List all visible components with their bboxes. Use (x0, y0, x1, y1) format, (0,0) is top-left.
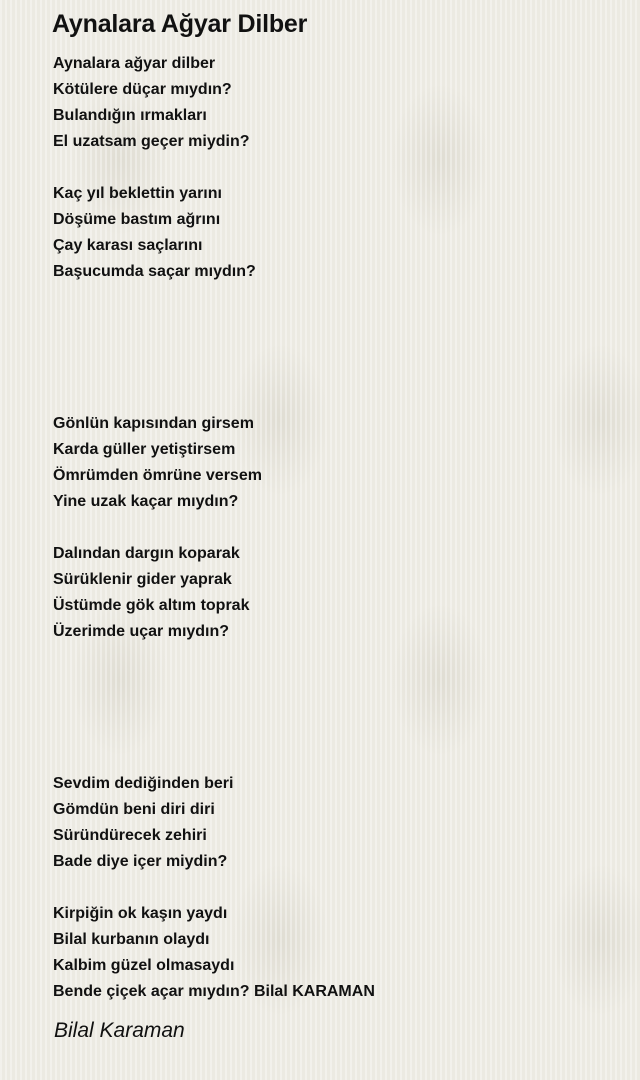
poem-line: Kirpiğin ok kaşın yaydı (53, 905, 228, 922)
stanza-2 (53, 181, 256, 285)
stanza-5 (53, 771, 233, 875)
poem-line: Yine uzak kaçar mıydın? (53, 493, 239, 510)
poem-line: Bende çiçek açar mıydın? Bilal KARAMAN (53, 983, 375, 1000)
poem-line: Üzerimde uçar mıydın? (53, 623, 230, 640)
poem-line: Bade diye içer miydin? (53, 853, 228, 870)
poem-line: Bilal kurbanın olaydı (53, 931, 210, 948)
poem-line: Çay karası saçlarını (53, 237, 203, 254)
poem-line: Süründürecek zehiri (53, 827, 207, 844)
poem-line: Gönlün kapısından girsem (53, 415, 254, 432)
poem-line: El uzatsam geçer miydin? (53, 133, 250, 150)
stanza-6 (53, 901, 375, 1005)
poem-line: Üstümde gök altım toprak (53, 597, 250, 614)
poem-line: Sürüklenir gider yaprak (53, 571, 232, 588)
poem-title: Aynalara Ağyar Dilber (52, 10, 308, 38)
poem-line: Karda güller yetiştirsem (53, 441, 236, 458)
poem-line: Sevdim dediğinden beri (53, 775, 234, 792)
poem-line: Gömdün beni diri diri (53, 801, 215, 818)
poem-line: Kötülere düçar mıydın? (53, 81, 232, 98)
poem-line: Başucumda saçar mıydın? (53, 263, 256, 280)
stanza-4 (53, 541, 249, 645)
stanza-1 (53, 51, 250, 155)
poem-line: Aynalara ağyar dilber (53, 55, 216, 72)
stanza-3 (53, 411, 262, 515)
poem-line: Kaç yıl beklettin yarını (53, 185, 222, 202)
poem-line: Kalbim güzel olmasaydı (53, 957, 235, 974)
poet-signature: Bilal Karaman (54, 1019, 185, 1042)
poem-line: Dalından dargın koparak (53, 545, 240, 562)
poem-line: Döşüme bastım ağrını (53, 211, 221, 228)
poem-line: Ömrümden ömrüne versem (53, 467, 262, 484)
poem-line: Bulandığın ırmakları (53, 107, 207, 124)
